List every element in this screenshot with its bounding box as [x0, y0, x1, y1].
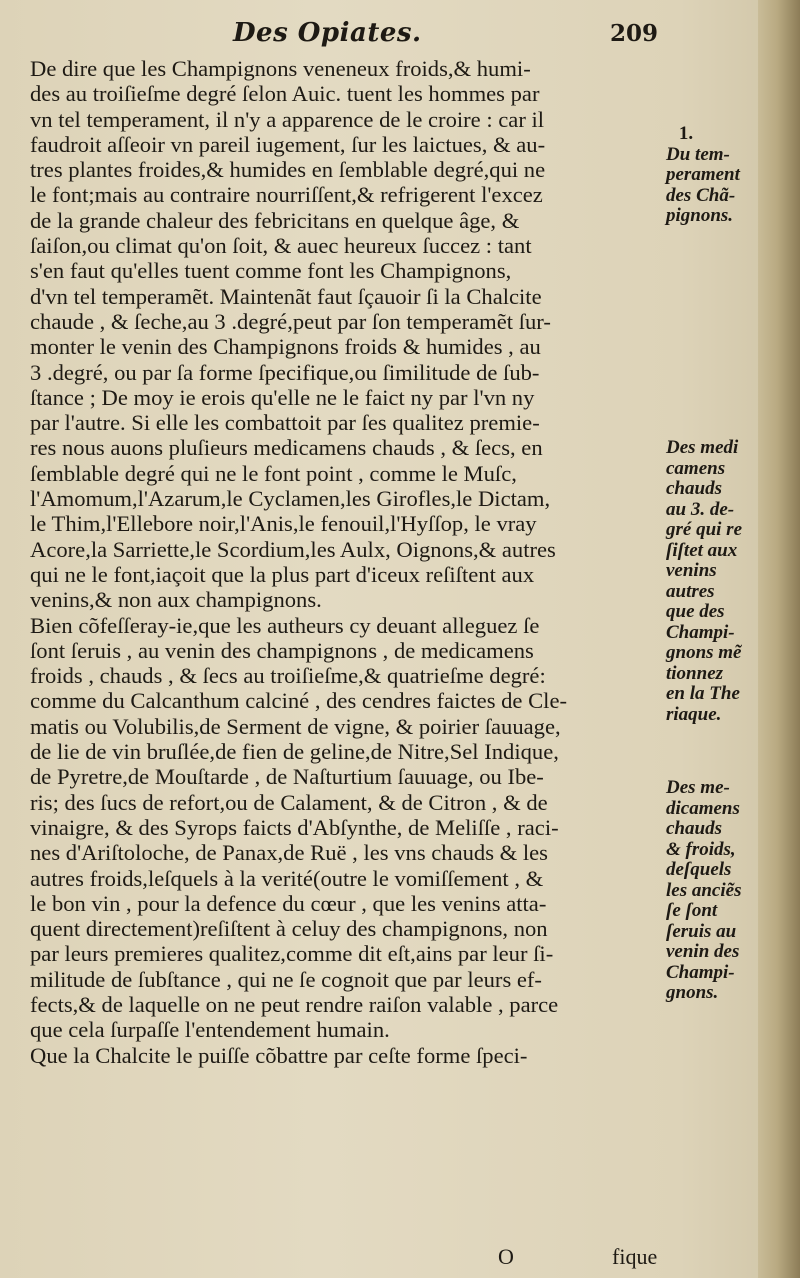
- text-line: de Pyretre,de Mouſtarde , de Naſturtium ſauuage, ou Ibe-: [30, 764, 544, 790]
- text-line: chaude , & ſeche,au 3 .degré,peut par ſon temperamẽt ſur-: [30, 308, 551, 334]
- margin-note-line: au 3. de-: [666, 498, 735, 520]
- text-line: Bien cõfeſſeray-ie,que les autheurs cy deuant alleguez ſe: [30, 612, 540, 638]
- margin-note-number: 1.: [678, 123, 694, 144]
- text-line: froids , chauds , & ſecs au troiſieſme,& quatrieſme degré:: [30, 663, 546, 689]
- margin-note-line: venins: [666, 560, 717, 581]
- text-line: qui ne le font,iaçoit que la plus part d'iceux reſiſtent aux: [30, 561, 535, 587]
- text-line: ris; des ſucs de refort,ou de Calament, & de Citron , & de: [30, 789, 548, 815]
- margin-note-line: des Chã-: [666, 184, 736, 206]
- text-line: le bon vin , pour la defence du cœur , que les venins atta-: [30, 890, 547, 916]
- margin-note-hot-medicines: [666, 438, 766, 725]
- margin-note-line: Du tem-: [666, 143, 730, 165]
- margin-note-line: dicamens: [666, 797, 740, 819]
- margin-note-line: perament: [666, 164, 740, 185]
- text-line: vinaigre, & des Syrops faicts d'Abſynthe, de Meliſſe , raci-: [30, 814, 559, 840]
- margin-note-line: Champi-: [666, 621, 735, 643]
- margin-note-line: ſeruis au: [666, 920, 737, 942]
- margin-note-line: venin des: [666, 941, 740, 962]
- margin-note-line: pignons.: [666, 205, 734, 226]
- catchword: fique: [612, 1244, 658, 1269]
- text-line: Acore,la Sarriette,le Scordium,les Aulx, Oignons,& autres: [30, 536, 556, 562]
- text-line: tres plantes froides,& humides en ſemblable degré,qui ne: [30, 157, 546, 183]
- margin-note-line: ſiſtet aux: [666, 539, 738, 561]
- text-line: faudroit aſſeoir vn pareil iugement, ſur les laictues, & au-: [30, 131, 546, 157]
- margin-note-line: Champi-: [666, 961, 735, 983]
- text-line: De dire que les Champignons veneneux froids,& humi-: [30, 56, 531, 81]
- text-line: 3 .degré, ou par ſa forme ſpecifique,ou ſimilitude de ſub-: [30, 359, 540, 385]
- page-header: [0, 18, 760, 58]
- text-line: monter le venin des Champignons froids & humides , au: [30, 334, 541, 360]
- margin-note-line: Des me-: [666, 777, 730, 798]
- text-line: nes d'Ariſtoloche, de Panax,de Ruë , les vns chauds & les: [30, 840, 548, 866]
- text-line: ſtance ; De moy ie erois qu'elle ne le faict ny par l'vn ny: [30, 384, 535, 410]
- text-line: comme du Calcanthum calciné , des cendres faictes de Cle-: [30, 688, 568, 714]
- page-number: 209: [610, 20, 659, 47]
- margin-note-line: & froids,: [666, 838, 736, 860]
- text-line: matis ou Volubilis,de Serment de vigne, & poirier ſauuage,: [30, 713, 561, 739]
- signature-mark: O: [498, 1244, 514, 1269]
- text-line: d'vn tel temperamẽt. Maintenãt faut ſçauoir ſi la Chalcite: [30, 283, 542, 309]
- text-line: par l'autre. Si elle les combattoit par ſes qualitez premie-: [30, 410, 540, 436]
- margin-note-line: autres: [666, 580, 715, 602]
- margin-note-line: Des medi: [666, 437, 739, 458]
- page-footer: [0, 1244, 760, 1274]
- main-text-block: [30, 56, 660, 1068]
- text-line: venins,& non aux champignons.: [30, 587, 322, 613]
- text-line: fects,& de laquelle on ne peut rendre raiſon valable , parce: [30, 991, 559, 1017]
- text-line: le font;mais au contraire nourriſſent,& refrigerent l'excez: [30, 182, 543, 208]
- margin-note-temperament: [666, 124, 766, 227]
- text-line: militude de ſubſtance , qui ne ſe cognoit que par leurs ef-: [30, 966, 542, 992]
- margin-note-line: tionnez: [666, 662, 724, 684]
- margin-note-line: camens: [666, 457, 726, 479]
- margin-note-line: en la The: [666, 683, 740, 704]
- margin-note-line: ſe ſont: [666, 900, 718, 921]
- text-line: res nous auons pluſieurs medicamens chauds , & ſecs, en: [30, 435, 543, 461]
- margin-note-line: gnons mẽ: [666, 642, 742, 663]
- margin-note-line: les anciẽs: [666, 879, 742, 901]
- text-line: des au troiſieſme degré ſelon Auic. tuent les hommes par: [30, 81, 540, 107]
- text-line: ſont ſeruis , au venin des champignons , de medicamens: [30, 637, 534, 663]
- text-line: ſemblable degré qui ne le font point , comme le Muſc,: [30, 460, 517, 486]
- text-line: que cela ſurpaſſe l'entendement humain.: [30, 1017, 390, 1043]
- margin-note-line: riaque.: [666, 703, 722, 725]
- text-line: quent directement)reſiſtent à celuy des champignons, non: [30, 916, 548, 942]
- text-line: le Thim,l'Ellebore noir,l'Anis,le fenouil,l'Hyſſop, le vray: [30, 511, 537, 537]
- running-title: Des Opiates.: [233, 18, 422, 48]
- text-line: de la grande chaleur des febricitans en quelque âge, &: [30, 207, 520, 233]
- text-line: s'en faut qu'elles tuent comme font les Champignons,: [30, 258, 512, 284]
- margin-note-line: gré qui re: [666, 519, 742, 540]
- text-line: par leurs premieres qualitez,comme dit eſt,ains par leur ſi-: [30, 941, 554, 967]
- margin-note-ancient-remedies: [666, 778, 766, 1004]
- margin-note-line: deſquels: [666, 859, 732, 880]
- text-line: l'Amomum,l'Azarum,le Cyclamen,les Girofles,le Dictam,: [30, 486, 551, 512]
- margin-note-line: gnons.: [666, 982, 719, 1003]
- text-line: vn tel temperament, il n'y a apparence de le croire : car il: [30, 106, 545, 132]
- text-line: ſaiſon,ou climat qu'on ſoit, & auec heureux ſuccez : tant: [30, 233, 532, 259]
- margin-note-line: chauds: [666, 818, 722, 839]
- text-line: autres froids,leſquels à la verité(outre le vomiſſement , &: [30, 865, 544, 891]
- margin-note-line: chauds: [666, 478, 722, 499]
- text-line: de lie de vin bruſlée,de fien de geline,de Nitre,Sel Indique,: [30, 739, 559, 765]
- text-line: Que la Chalcite le puiſſe cõbattre par ceſte forme ſpeci-: [30, 1042, 528, 1068]
- margin-note-line: que des: [666, 601, 725, 622]
